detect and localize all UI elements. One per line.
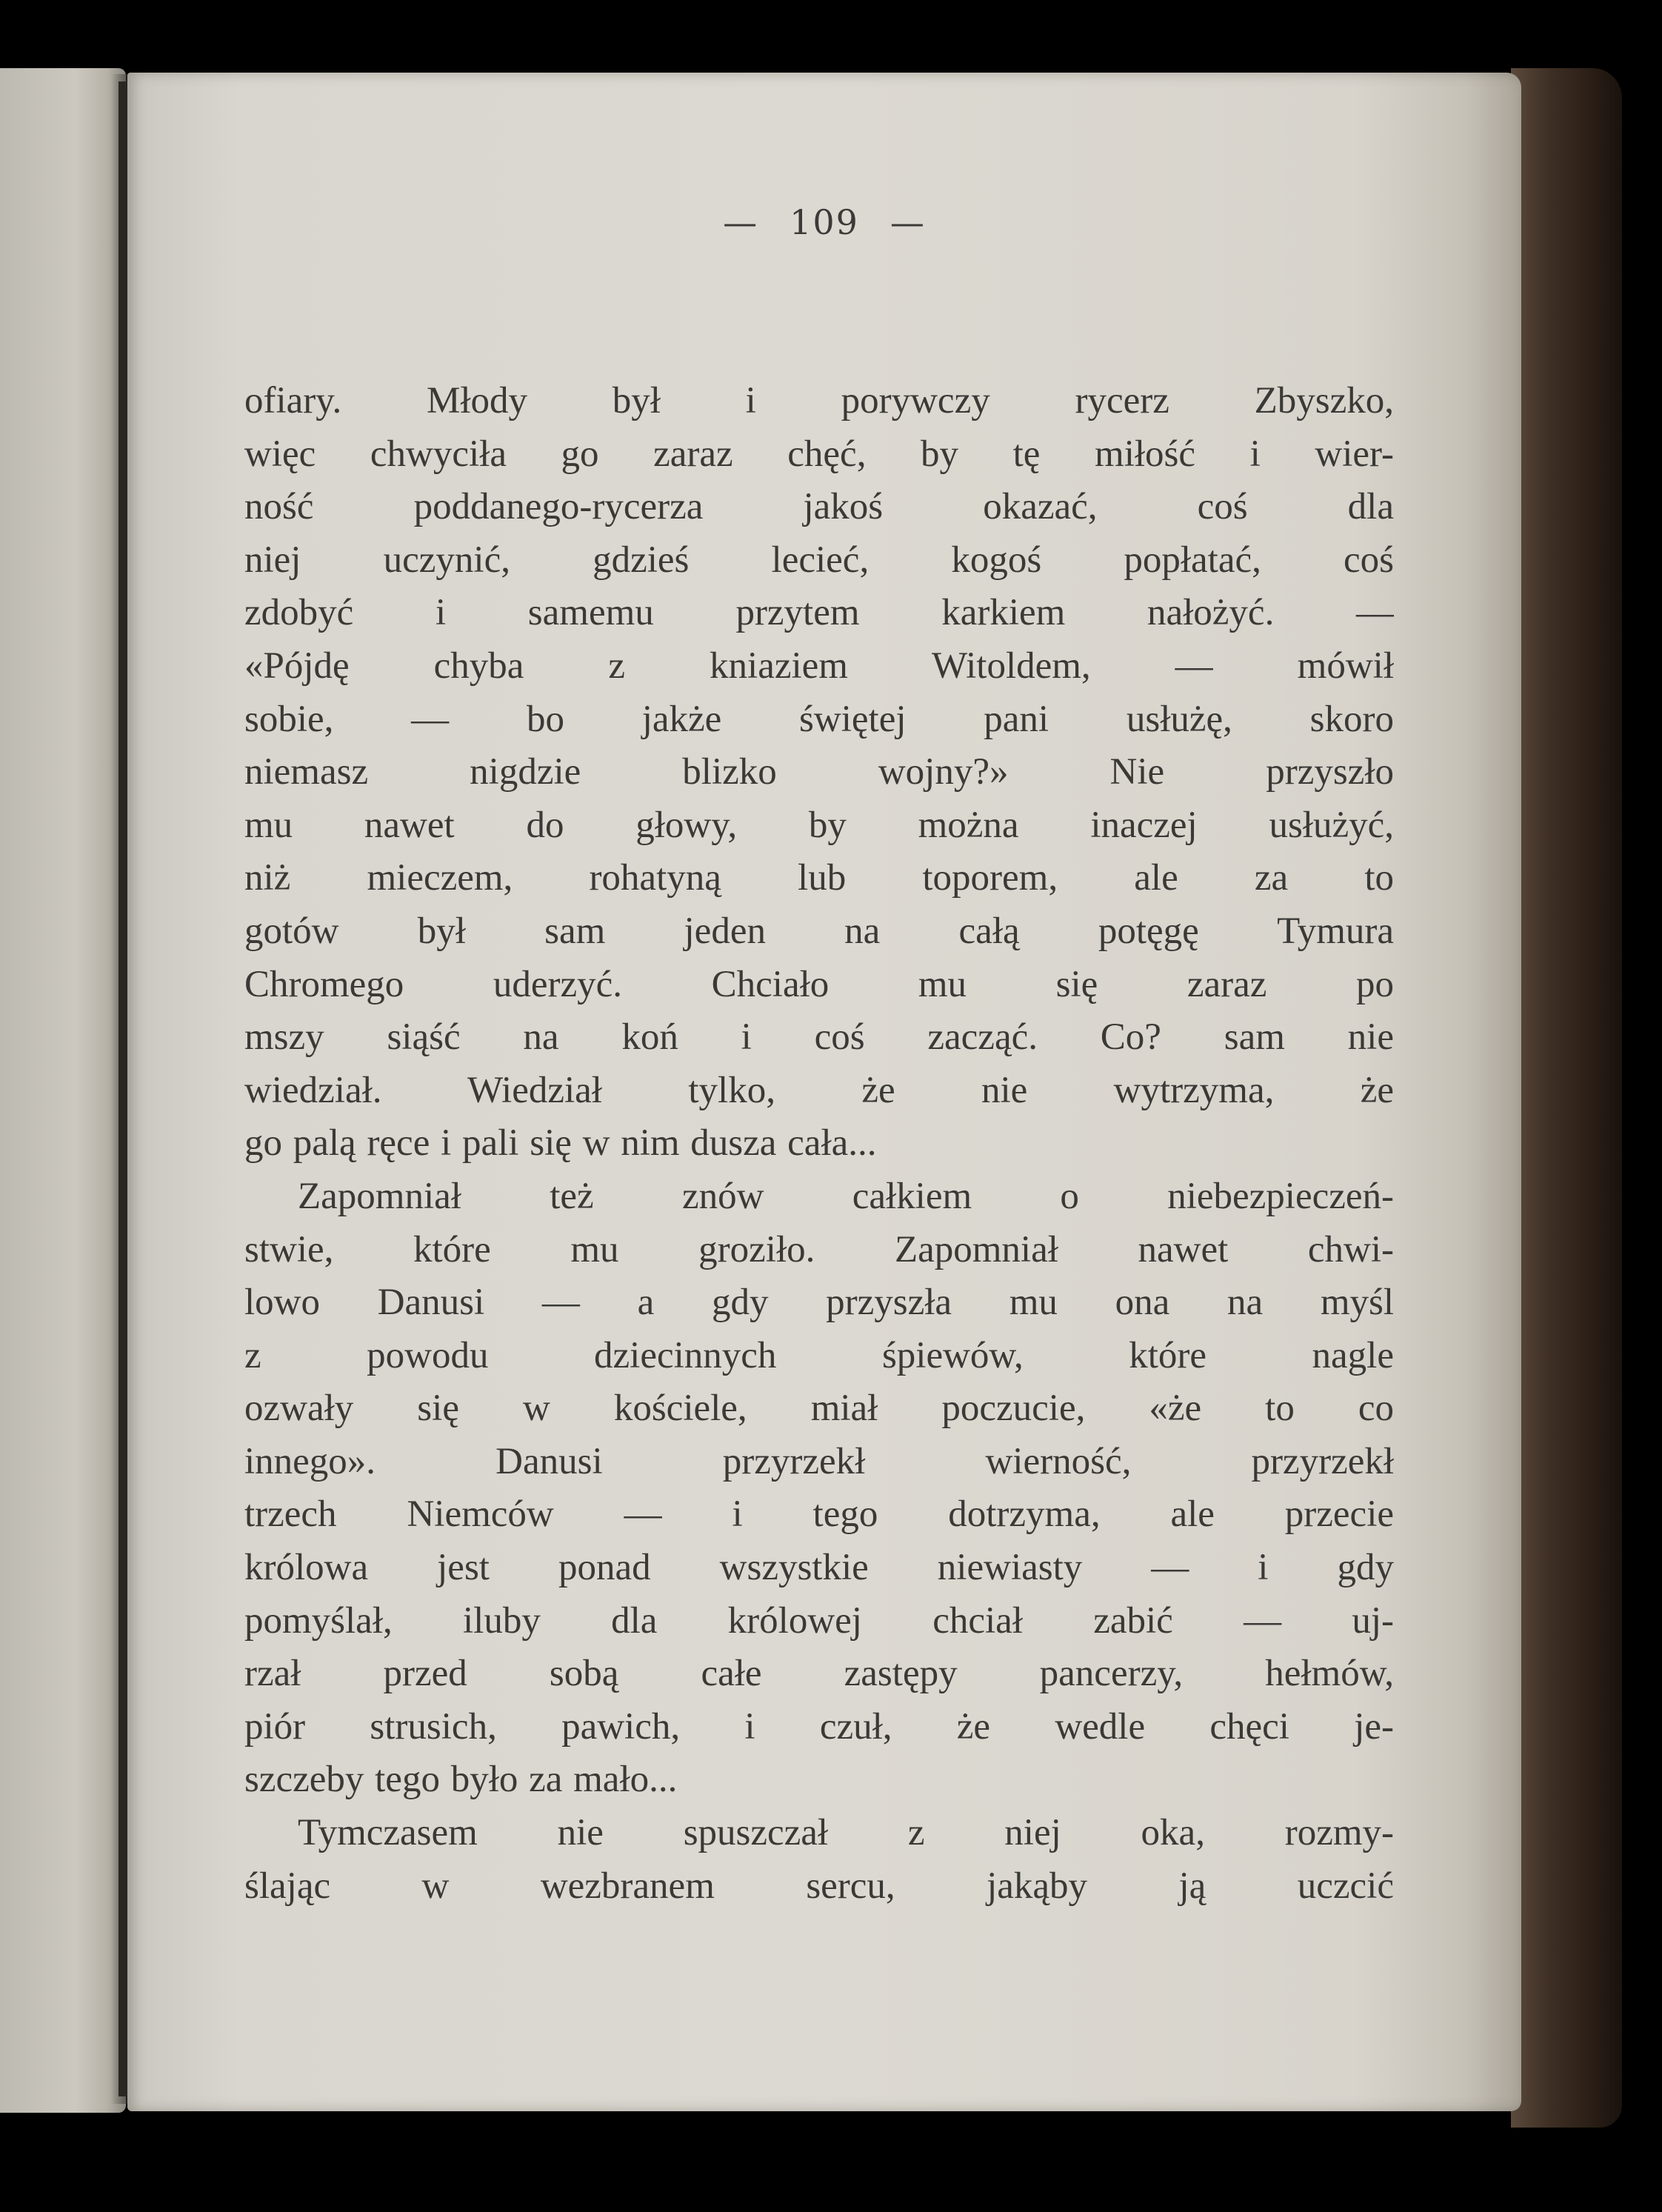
page-number: 109: [790, 202, 859, 242]
text-line: z powodu dziecinnych śpiewów, które nagle: [244, 1334, 1394, 1376]
text-line: gotów był sam jeden na całą potęgę Tymura: [244, 910, 1394, 952]
left-facing-page-edge: [0, 68, 126, 2113]
text-line: niej uczynić, gdzieś lecieć, kogoś popłatać, coś: [244, 539, 1394, 581]
text-line: Chromego uderzyć. Chciało mu się zaraz po: [244, 963, 1394, 1005]
text-line: lowo Danusi — a gdy przyszła mu ona na myśl: [244, 1282, 1394, 1324]
text-line: trzech Niemców — i tego dotrzyma, ale przecie: [244, 1493, 1394, 1536]
book-page: [127, 73, 1521, 2111]
text-line: mszy siąść na koń i coś zacząć. Co? sam nie: [244, 1016, 1394, 1059]
page-number-dash-right: —: [890, 202, 926, 242]
text-line: piór strusich, pawich, i czuł, że wedle chęci je-: [244, 1705, 1394, 1748]
text-line: królowa jest ponad wszystkie niewiasty — i gdy: [244, 1547, 1394, 1589]
text-line: ozwały się w kościele, miał poczucie, «że to co: [244, 1388, 1394, 1430]
page-number-header: [127, 202, 1521, 242]
page-number-dash-left: —: [723, 202, 759, 242]
text-line: szczeby tego było za mało...: [244, 1759, 678, 1801]
book-cover-edge: [1511, 68, 1622, 2128]
text-line: niemasz nigdzie blizko wojny?» Nie przyszło: [244, 751, 1394, 793]
text-line: sobie, — bo jakże świętej pani usłużę, skoro: [244, 698, 1394, 740]
text-line: rzał przed sobą całe zastępy pancerzy, hełmów,: [244, 1653, 1394, 1695]
text-line: ność poddanego-rycerza jakoś okazać, coś dla: [244, 486, 1394, 528]
text-line: mu nawet do głowy, by można inaczej usłużyć,: [244, 804, 1394, 846]
body-text: [244, 375, 1394, 1913]
text-line: go palą ręce i pali się w nim dusza cała...: [244, 1122, 877, 1165]
text-line: Zapomniał też znów całkiem o niebezpieczeń-: [298, 1175, 1394, 1217]
text-line: wiedział. Wiedział tylko, że nie wytrzyma, że: [244, 1069, 1394, 1111]
text-line: więc chwyciła go zaraz chęć, by tę miłość i wier-: [244, 433, 1394, 475]
text-line: ofiary. Młody był i porywczy rycerz Zbyszko,: [244, 380, 1394, 422]
text-line: Tymczasem nie spuszczał z niej oka, rozmy-: [298, 1812, 1394, 1854]
text-line: innego». Danusi przyrzekł wierność, przyrzekł: [244, 1440, 1394, 1482]
text-line: «Pójdę chyba z kniaziem Witoldem, — mówił: [244, 644, 1394, 687]
text-line: niż mieczem, rohatyną lub toporem, ale za to: [244, 857, 1394, 899]
text-line: stwie, które mu groziło. Zapomniał nawet chwi-: [244, 1228, 1394, 1270]
text-line: pomyślał, iluby dla królowej chciał zabić — uj-: [244, 1599, 1394, 1642]
text-line: zdobyć i samemu przytem karkiem nałożyć. —: [244, 592, 1394, 634]
text-line: ślając w wezbranem sercu, jakąby ją uczcić: [244, 1865, 1394, 1907]
